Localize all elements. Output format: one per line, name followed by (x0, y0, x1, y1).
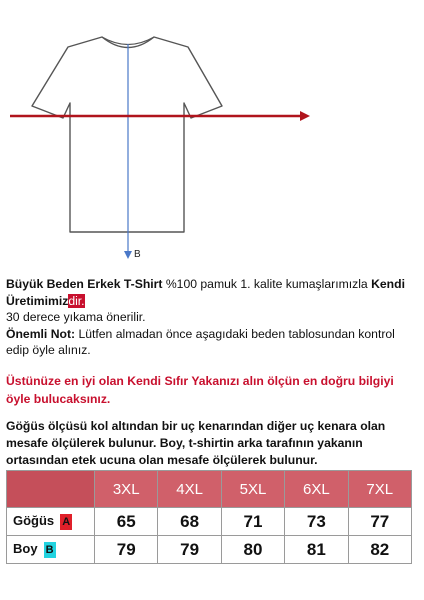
tshirt-measurement-diagram (0, 0, 424, 270)
length-arrow-head-icon (124, 251, 132, 259)
measurement-instructions: Göğüs ölçüsü kol altından bir uç kenarından diğer uç kenara olan mesafe ölçülerek bulunur. Boy, t-shirtin arka tarafının yakanın ortasından etek ucuna olan mesafe ölçülerek bulunur. (6, 419, 386, 467)
row-label-text: Göğüs (13, 513, 55, 529)
fit-advice: Üstünüze en iyi olan Kendi Sıfır Yakanızı alın ölçün en doğru bilgiyi öyle bulucaksınız. (6, 374, 394, 406)
row-label-length (7, 536, 95, 564)
table-cell: 73 (285, 508, 348, 536)
important-note-label: Önemli Not: (6, 326, 76, 341)
header-corner (7, 471, 95, 508)
size-table (6, 470, 412, 564)
size-header: 6XL (285, 471, 348, 508)
table-cell: 65 (95, 508, 158, 536)
table-cell: 79 (95, 536, 158, 564)
size-header: 5XL (221, 471, 284, 508)
size-header: 4XL (158, 471, 221, 508)
wash-info: 30 derece yıkama önerilir. (6, 310, 146, 324)
table-row (7, 508, 412, 536)
own-production: Kendi Üretimimiz (6, 277, 405, 308)
fabric-info: %100 pamuk 1. kalite kumaşlarımızla (162, 277, 372, 291)
label-b: B (134, 249, 141, 260)
table-cell: 80 (221, 536, 284, 564)
product-name: Büyük Beden Erkek T-Shirt (6, 277, 163, 291)
product-description (6, 276, 420, 359)
size-header: 3XL (95, 471, 158, 508)
table-cell: 68 (158, 508, 221, 536)
badge-a: A (60, 514, 72, 530)
table-cell: 82 (348, 536, 411, 564)
size-header-row (7, 471, 412, 508)
highlight-suffix: dir. (68, 293, 85, 308)
important-note-text: Lütfen almadan önce aşagıdaki beden tablosundan kontrol edip öyle alınız. (6, 326, 395, 357)
size-header: 7XL (348, 471, 411, 508)
table-cell: 79 (158, 536, 221, 564)
row-label-text: Boy (13, 541, 38, 557)
badge-b: B (44, 542, 56, 558)
table-cell: 81 (285, 536, 348, 564)
table-row (7, 536, 412, 564)
table-cell: 77 (348, 508, 411, 536)
table-cell: 71 (221, 508, 284, 536)
tshirt-outline-icon (32, 37, 222, 232)
row-label-chest (7, 508, 95, 536)
chest-arrow-head-icon (300, 111, 310, 121)
